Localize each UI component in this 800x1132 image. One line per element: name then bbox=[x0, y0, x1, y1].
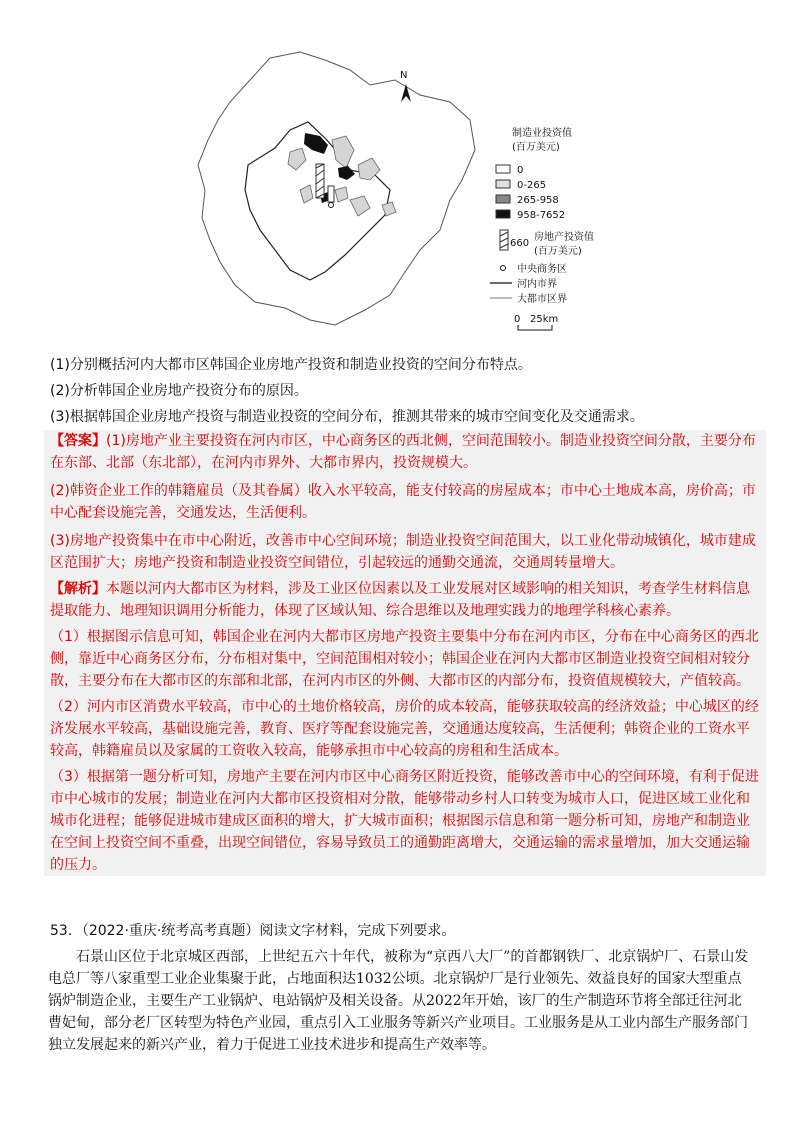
legend-hanoi: 河内市界 bbox=[517, 279, 557, 290]
legend-title-2: (百万美元) bbox=[512, 142, 560, 153]
answer-2: (2)韩资企业工作的韩籍雇员（及其眷属）收入水平较高，能支付较高的房屋成本；市中心土地成本高，房价高；市中心配套设施完善，交通发达，生活便利。 bbox=[50, 483, 756, 521]
legend-housing-value: 660 bbox=[510, 238, 530, 249]
question-1: (1)分别概括河内大都市区韩国企业房地产投资和制造业投资的空间分布特点。 bbox=[50, 357, 532, 373]
scale-zero: 0 bbox=[514, 314, 521, 325]
analysis-point-3: （3）根据第一题分析可知，房地产主要在河内市区中心商务区附近投资，能够改善市中心的空间环境，有利于促进市中心城市的发展；制造业在河内大都市区投资相对分散，能够带动乡村人口转变为城市人口，促进区域工业化和城市化进程；能够促进城市建成区面积的增大，扩大城市面积；根据图示信息和第一题分析可知，房地产和制造业在空间上投资空间不重叠，出现空间错位，容易导致员工的通勤距离增大，交通运输的需求量增加，加大交通运输的压力。 bbox=[50, 769, 759, 873]
legend-item-1: 0-265 bbox=[517, 180, 547, 191]
cbd-marker bbox=[329, 203, 334, 208]
hanoi-investment-map bbox=[150, 40, 620, 340]
north-label: N bbox=[400, 70, 408, 81]
question-53-heading: 53．（2022·重庆·统考高考真题）阅读文字材料，完成下列要求。 bbox=[50, 923, 456, 939]
legend-item-3: 958-7652 bbox=[517, 210, 566, 221]
legend-item-0: 0 bbox=[517, 165, 524, 176]
answer-3: (3)房地产投资集中在市中心附近，改善市中心空间环境；制造业投资空间范围大，以工业化带动城镇化，城市建成区范围扩大；房地产投资和制造业投资空间错位，引起较远的通勤交通流，交通周转量增大。 bbox=[50, 533, 756, 571]
metro-boundary bbox=[198, 52, 475, 325]
legend-housing-label-1: 房地产投资值 bbox=[534, 232, 594, 243]
answer-1: (1)房地产业主要投资在河内市区，中心商务区的西北侧，空间范围较小。制造业投资空间分散，主要分布在东部、北部（东北部），在河内市界外、大都市界内，投资规模大。 bbox=[50, 433, 756, 471]
material-paragraph: 石景山区位于北京城区西部，上世纪五六十年代，被称为“京西八大厂”的首都钢铁厂、北京锅炉厂、石景山发电总厂等八家重型工业企业集聚于此，占地面积达1032公顷。北京锅炉厂是行业领先、效益良好的国家大型重点锅炉制造企业，主要生产工业锅炉、电站锅炉及相关设备。从2022年开始，该厂的生产制造环节将全部迁往河北曹妃甸，部分老厂区转型为特色产业园，重点引入工业服务等新兴产业项目。工业服务是从工业内部生产服务部门独立发展起来的新兴产业，着力于促进工业技术进步和提高生产效率等。 bbox=[48, 949, 749, 1053]
legend-item-2: 265-958 bbox=[517, 195, 559, 206]
scale-km: 25km bbox=[530, 314, 559, 325]
legend-metro: 大都市区界 bbox=[517, 294, 567, 305]
answer-tag: 【答案】 bbox=[50, 433, 106, 449]
scale-bar bbox=[518, 325, 552, 330]
legend-housing-label-2: (百万美元) bbox=[534, 246, 582, 257]
analysis-tag: 【解析】 bbox=[50, 581, 106, 597]
question-3: (3)根据韩国企业房地产投资与制造业投资的空间分布，推测其带来的城市空间变化及交通需求。 bbox=[50, 409, 644, 425]
legend-title-1: 制造业投资值 bbox=[512, 128, 572, 139]
question-2: (2)分析韩国企业房地产投资分布的原因。 bbox=[50, 383, 308, 399]
analysis-point-2: （2）河内市区消费水平较高，市中心的土地价格较高，房价的成本较高，能够获取较高的经济效益；中心城区的经济发展水平较高，基础设施完善，教育、医疗等配套设施完善，交通通达度较高，生活便利；韩资企业的工资水平较高，韩籍雇员以及家属的工资收入较高，能够承担市中心较高的房租和生活成本。 bbox=[50, 699, 759, 759]
analysis-text: 本题以河内大都市区为材料，涉及工业区位因素以及工业发展对区域影响的相关知识，考查学生材料信息提取能力、地理知识调用分析能力，体现了区域认知、综合思维以及地理实践力的地理学科核心素养。 bbox=[50, 581, 750, 619]
legend-cbd: 中央商务区 bbox=[517, 264, 567, 275]
answer-block bbox=[44, 430, 766, 876]
analysis-point-1: （1）根据图示信息可知，韩国企业在河内大都市区房地产投资主要集中分布在河内市区，分布在中心商务区的西北侧，靠近中心商务区分布，分布相对集中，空间范围相对较小；韩国企业在河内大都市区制造业投资空间相对较分散，主要分布在大都市区的东部和北部，在河内市区的外侧、大都市区的内部分布，投资值规模较大，产值较高。 bbox=[50, 629, 759, 689]
